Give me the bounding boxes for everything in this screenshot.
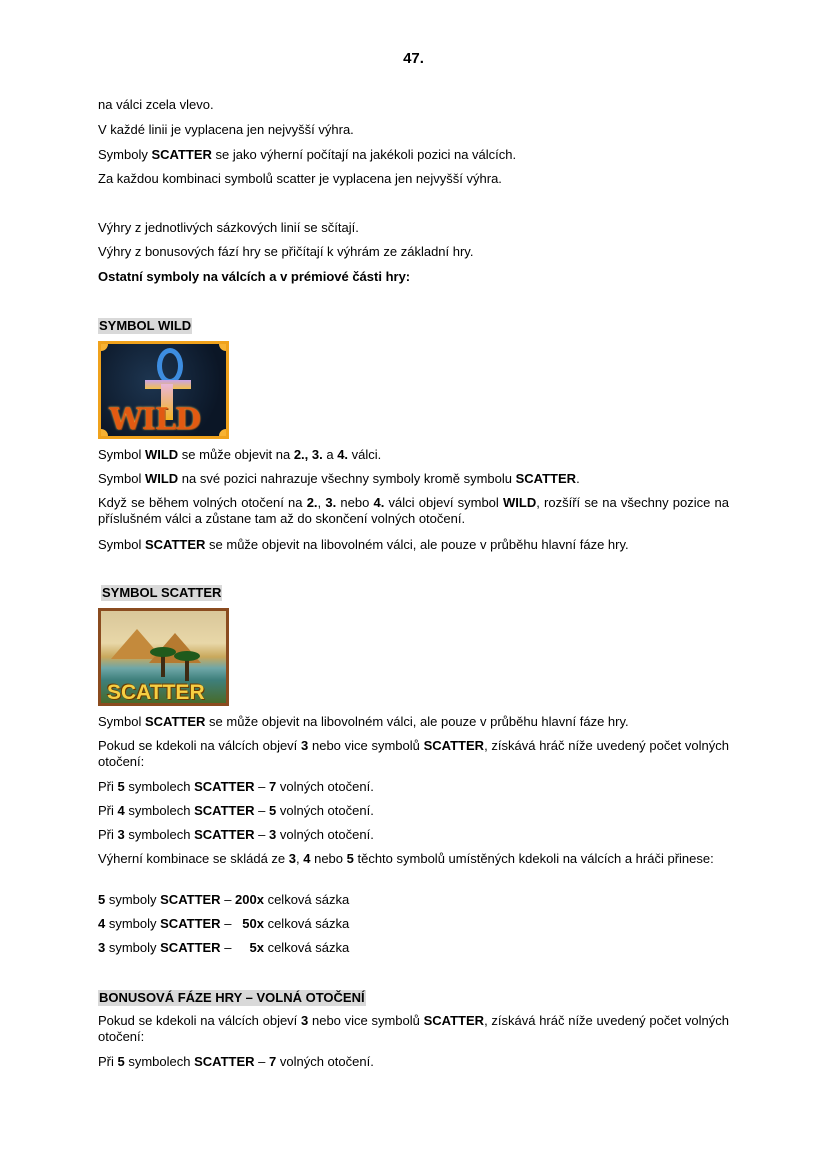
page-number: 47. bbox=[403, 50, 424, 67]
text: a bbox=[322, 447, 338, 462]
text: V každé linii je vyplacena jen nejvyšší výhra. bbox=[98, 122, 354, 137]
text: Pokud se kdekoli na válcích objeví bbox=[98, 738, 302, 753]
paragraph bbox=[98, 803, 729, 819]
text: Za každou kombinaci symbolů scatter je vyplacena jen nejvyšší výhra. bbox=[98, 171, 502, 186]
text: symboly bbox=[105, 940, 161, 955]
wild-symbol-image bbox=[98, 341, 229, 439]
bold-text: 2., 3. bbox=[293, 447, 323, 462]
heading-bonus-free-spins: BONUSOVÁ FÁZE HRY – VOLNÁ OTOČENÍ bbox=[99, 990, 365, 1005]
text: , rozšíří se na všechny pozice na příslušném válci a zůstane tam až do skončení volných otočení. bbox=[98, 495, 733, 526]
bold-text: 2. bbox=[306, 495, 318, 510]
text: volných otočení. bbox=[276, 1054, 374, 1069]
text: symbolech bbox=[124, 779, 195, 794]
scatter-logo-text: SCATTER bbox=[107, 681, 205, 704]
text: volných otočení. bbox=[276, 803, 374, 818]
text: válci objeví symbol bbox=[384, 495, 503, 510]
heading-symbol-scatter: SYMBOL SCATTER bbox=[102, 585, 222, 600]
paragraph bbox=[98, 97, 729, 113]
bold-text: 4. bbox=[337, 447, 349, 462]
text: Při bbox=[98, 827, 118, 842]
bold-text: 5 bbox=[269, 803, 277, 818]
text: , bbox=[296, 851, 304, 866]
bold-text: 200x bbox=[235, 892, 264, 907]
paragraph bbox=[98, 171, 729, 187]
text: nebo bbox=[310, 851, 347, 866]
text: – bbox=[254, 803, 270, 818]
paragraph bbox=[98, 892, 729, 908]
text: – bbox=[220, 940, 250, 955]
text: symbolech bbox=[124, 1054, 195, 1069]
bold-text: SCATTER bbox=[160, 940, 221, 955]
paragraph bbox=[98, 244, 729, 260]
text: Při bbox=[98, 1054, 118, 1069]
text: – bbox=[220, 892, 236, 907]
text: se může objevit na libovolném válci, ale pouze v průběhu hlavní fáze hry. bbox=[205, 537, 629, 552]
bold-text: 3 bbox=[301, 738, 309, 753]
text: volných otočení. bbox=[276, 779, 374, 794]
text: Při bbox=[98, 779, 118, 794]
bold-text: SCATTER bbox=[194, 803, 255, 818]
text: Při bbox=[98, 803, 118, 818]
text: volných otočení. bbox=[276, 827, 374, 842]
paragraph bbox=[98, 537, 729, 553]
bold-text: 3 bbox=[117, 827, 125, 842]
paragraph bbox=[98, 122, 729, 138]
bold-text: 5 bbox=[346, 851, 354, 866]
bold-text: 5x bbox=[249, 940, 264, 955]
paragraph bbox=[98, 495, 733, 527]
text: – bbox=[254, 1054, 270, 1069]
bold-text: SCATTER bbox=[144, 714, 206, 729]
text: nebo vice symbolů bbox=[308, 1013, 424, 1028]
text: na své pozici nahrazuje všechny symboly kromě symbolu bbox=[178, 471, 516, 486]
text: Výhry z jednotlivých sázkových linií se sčítají. bbox=[98, 220, 359, 235]
bold-text: WILD bbox=[144, 447, 179, 462]
wild-logo-text: WILD bbox=[109, 402, 200, 437]
paragraph bbox=[98, 269, 729, 285]
bold-text: 50x bbox=[242, 916, 264, 931]
bold-text: WILD bbox=[503, 495, 537, 510]
paragraph bbox=[98, 714, 729, 730]
bold-text: 3. bbox=[325, 495, 337, 510]
bold-text: Ostatní symboly na válcích a v prémiové části hry: bbox=[98, 269, 411, 284]
text: – bbox=[254, 779, 270, 794]
paragraph bbox=[98, 220, 729, 236]
text: Symbol bbox=[98, 447, 145, 462]
paragraph bbox=[98, 471, 729, 487]
paragraph bbox=[98, 851, 729, 867]
text: celková sázka bbox=[263, 940, 350, 955]
bold-text: SCATTER bbox=[423, 738, 485, 753]
paragraph bbox=[98, 779, 729, 795]
bold-text: SCATTER bbox=[194, 779, 255, 794]
text: Výherní kombinace se skládá ze bbox=[98, 851, 289, 866]
paragraph bbox=[98, 827, 729, 843]
text: Pokud se kdekoli na válcích objeví bbox=[98, 1013, 302, 1028]
paragraph bbox=[98, 940, 729, 956]
bold-text: SCATTER bbox=[151, 147, 212, 162]
bold-text: SCATTER bbox=[160, 916, 221, 931]
bold-text: SCATTER bbox=[423, 1013, 485, 1028]
bold-text: 3 bbox=[288, 851, 297, 866]
text: . bbox=[576, 471, 580, 486]
bold-text: 4 bbox=[98, 916, 106, 931]
text: se může objevit na bbox=[178, 447, 294, 462]
text: , získává hráč níže uvedený počet volných otočení: bbox=[98, 1013, 733, 1044]
text: Když se během volných otočení na bbox=[98, 495, 307, 510]
text: celková sázka bbox=[263, 916, 350, 931]
bold-text: SCATTER bbox=[194, 1054, 255, 1069]
bold-text: 7 bbox=[269, 779, 277, 794]
bold-text: 7 bbox=[269, 1054, 277, 1069]
text: na válci zcela vlevo. bbox=[98, 97, 214, 112]
paragraph bbox=[98, 447, 729, 463]
bold-text: SCATTER bbox=[144, 537, 206, 552]
text: Symboly bbox=[98, 147, 152, 162]
text: , bbox=[317, 495, 326, 510]
bold-text: SCATTER bbox=[194, 827, 255, 842]
text: Symbol bbox=[98, 471, 145, 486]
text: symboly bbox=[105, 916, 161, 931]
bold-text: SCATTER bbox=[515, 471, 577, 486]
paragraph bbox=[98, 1054, 729, 1070]
text: – bbox=[254, 827, 270, 842]
text: , získává hráč níže uvedený počet volných otočení: bbox=[98, 738, 733, 769]
text: – bbox=[220, 916, 243, 931]
text: se může objevit na libovolném válci, ale pouze v průběhu hlavní fáze hry. bbox=[205, 714, 629, 729]
text: symbolech bbox=[124, 803, 195, 818]
text: celková sázka bbox=[263, 892, 350, 907]
text: se jako výherní počítají na jakékoli pozici na válcích. bbox=[211, 147, 517, 162]
bold-text: 4 bbox=[117, 803, 125, 818]
text: symbolech bbox=[124, 827, 195, 842]
ankh-icon bbox=[157, 348, 183, 384]
text: nebo vice symbolů bbox=[308, 738, 424, 753]
heading-symbol-wild: SYMBOL WILD bbox=[99, 318, 192, 333]
scatter-symbol-image bbox=[98, 608, 229, 706]
bold-text: 5 bbox=[117, 779, 125, 794]
text: nebo bbox=[336, 495, 374, 510]
bold-text: 5 bbox=[98, 892, 106, 907]
bold-text: 3 bbox=[98, 940, 106, 955]
text: symboly bbox=[105, 892, 161, 907]
bold-text: 3 bbox=[269, 827, 277, 842]
text: těchto symbolů umístěných kdekoli na válcích a hráči přinese: bbox=[353, 851, 714, 866]
text: Výhry z bonusových fází hry se přičítají k výhrám ze základní hry. bbox=[98, 244, 474, 259]
bold-text: 4 bbox=[303, 851, 311, 866]
text: Symbol bbox=[98, 714, 145, 729]
paragraph bbox=[98, 916, 729, 932]
paragraph bbox=[98, 738, 733, 770]
text: válci. bbox=[348, 447, 382, 462]
bold-text: SCATTER bbox=[160, 892, 221, 907]
paragraph bbox=[98, 147, 729, 163]
bold-text: WILD bbox=[144, 471, 179, 486]
text: Symbol bbox=[98, 537, 145, 552]
bold-text: 3 bbox=[301, 1013, 309, 1028]
paragraph bbox=[98, 1013, 733, 1045]
bold-text: 4. bbox=[373, 495, 385, 510]
bold-text: 5 bbox=[117, 1054, 125, 1069]
